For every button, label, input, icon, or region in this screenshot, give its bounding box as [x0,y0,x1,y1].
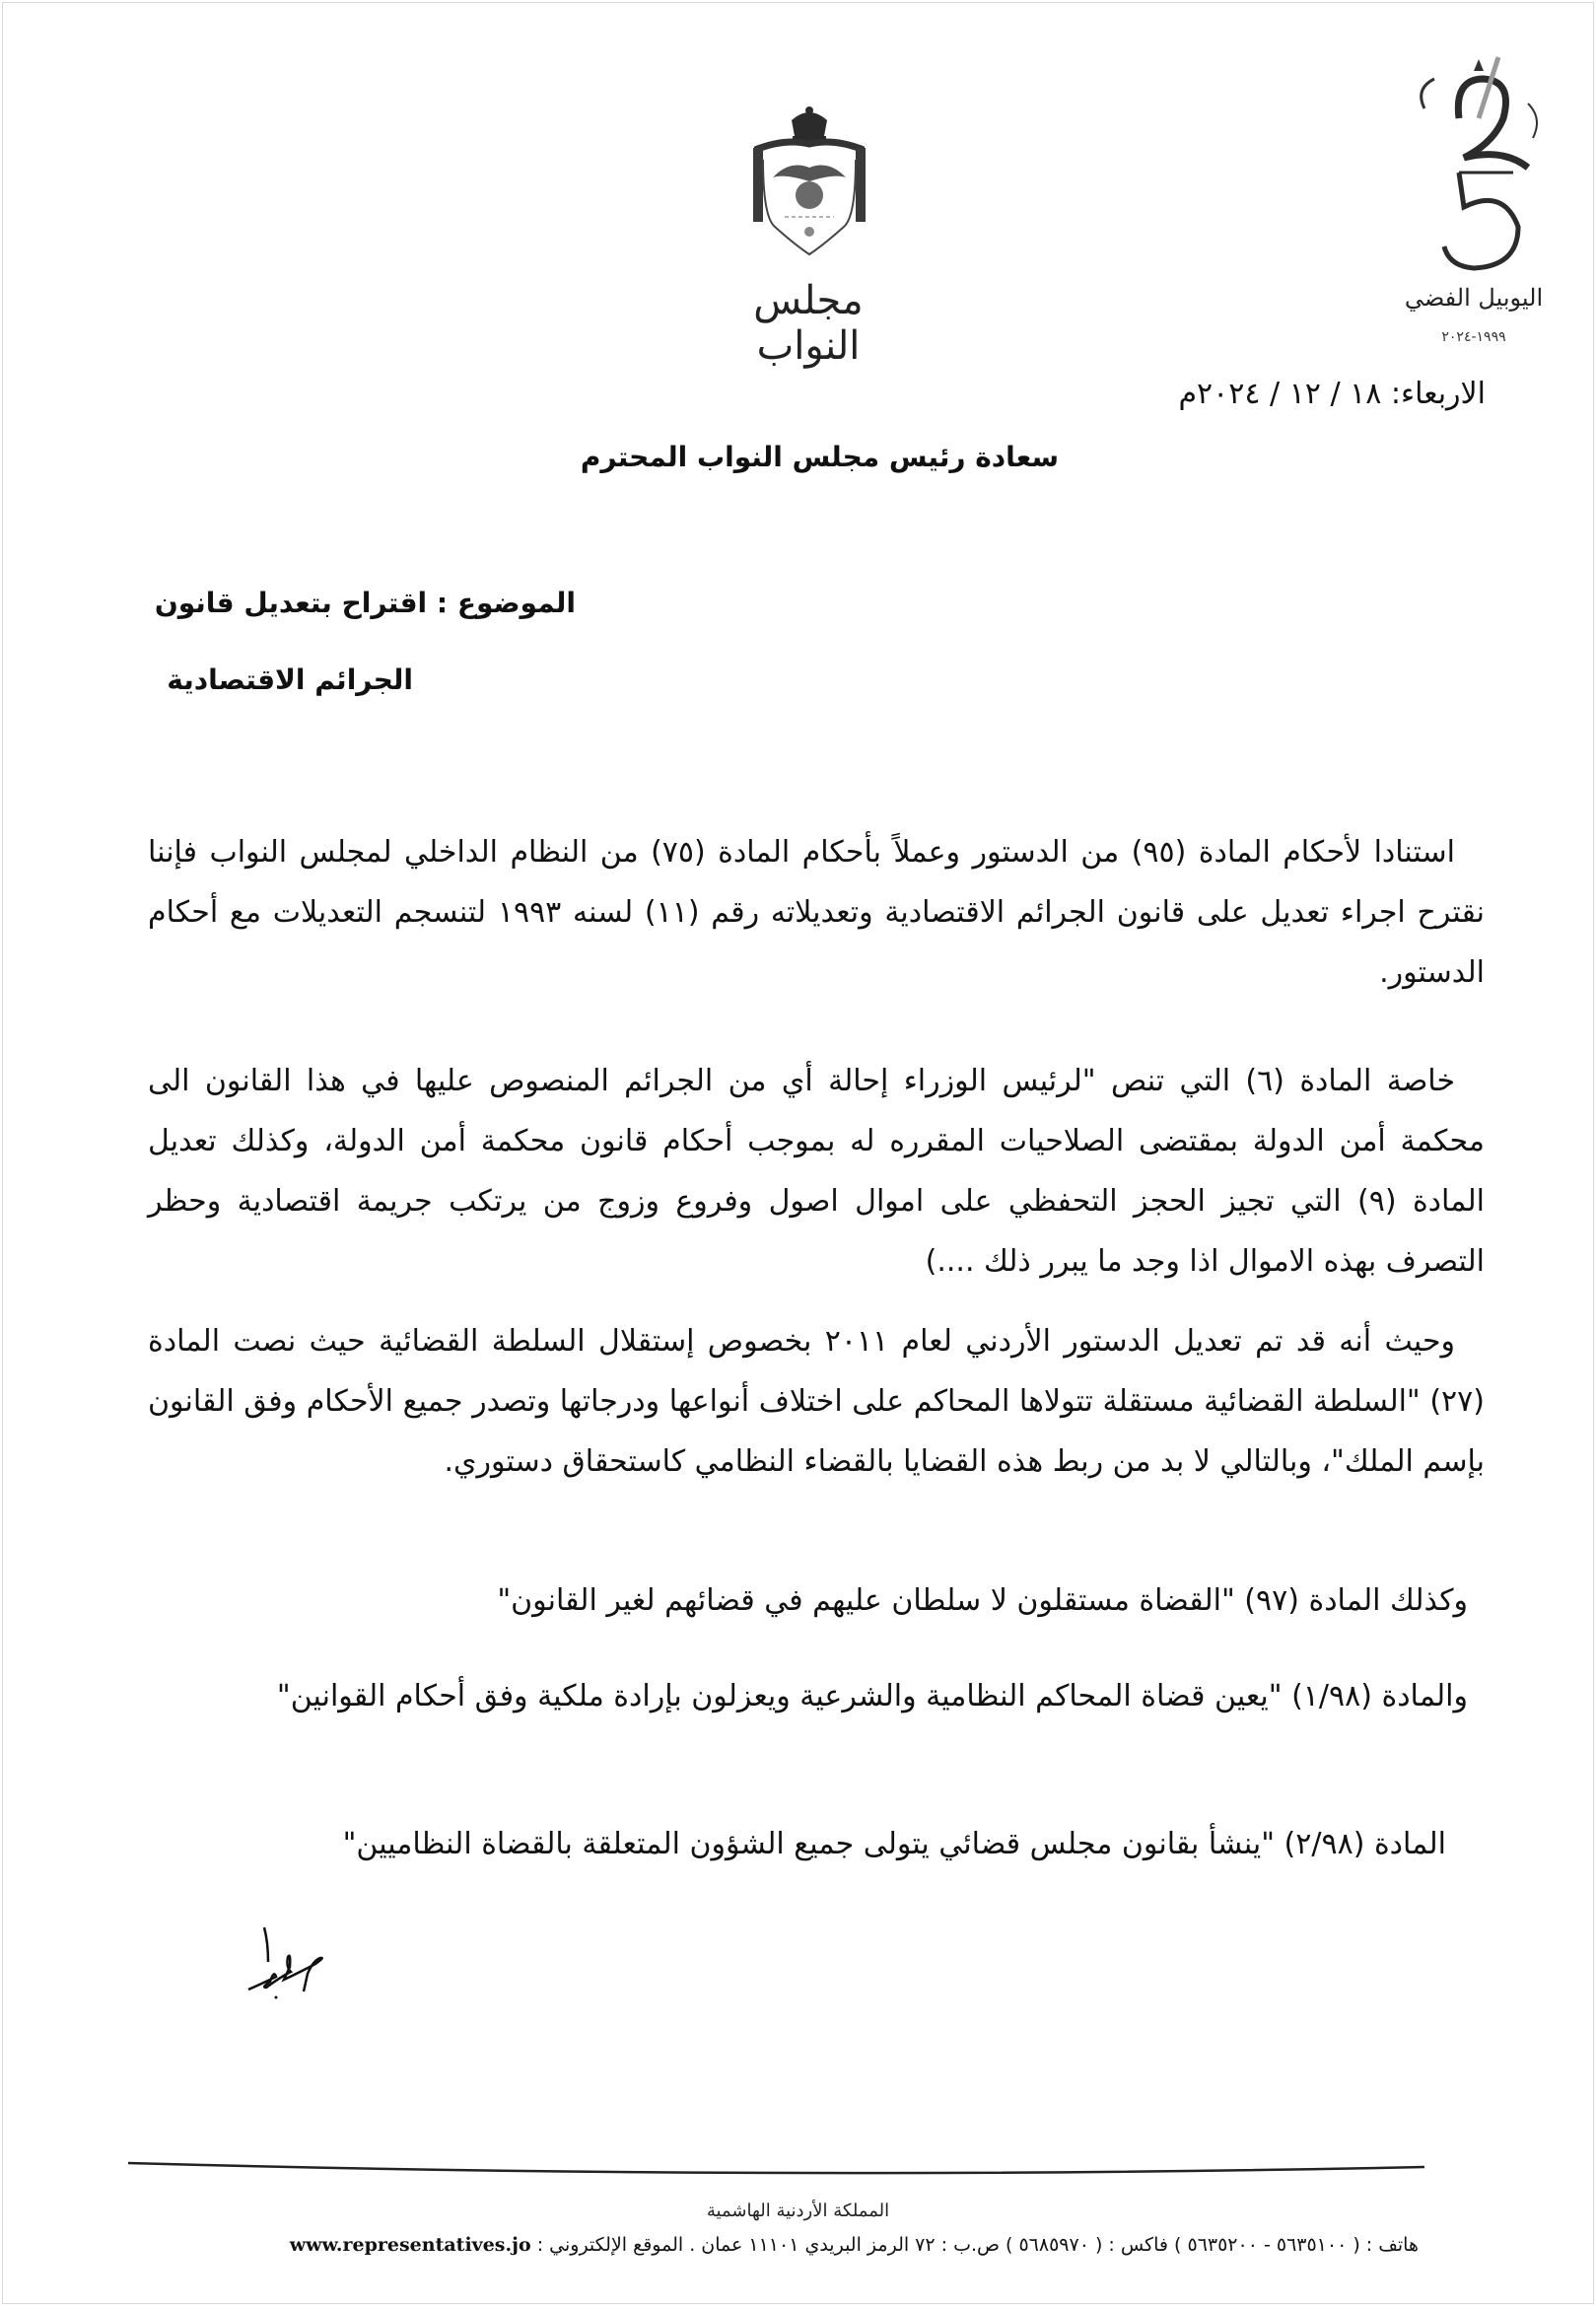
silver-jubilee-25-logo-icon [1405,49,1553,276]
body-paragraph-3: وحيث أنه قد تم تعديل الدستور الأردني لعام ٢٠١١ بخصوص إستقلال السلطة القضائية حيث نصت المادة (٢٧) "السلطة القضائية مستقلة تتولاها المحاكم على اختلاف أنواعها ودرجاتها وتصدر جميع الأحكام وفق القانون بإسم الملك"، وبالتالي لا بد من ربط هذه القضايا بالقضاء النظامي كاستحقاق دستوري. [148,1324,1485,1479]
body-paragraph-1: استنادا لأحكام المادة (٩٥) من الدستور وعملاً بأحكام المادة (٧٥) من النظام الداخلي لمجلس النواب فإننا نقترح اجراء تعديل على قانون الجرائم الاقتصادية وتعديلاته رقم (١١) لسنه ١٩٩٣ لتنسجم التعديلات مع أحكام الدستور. [148,835,1485,990]
body-paragraph-2: خاصة المادة (٦) التي تنص "لرئيس الوزراء إحالة أي من الجرائم المنصوص عليها في هذا القانون الى محكمة أمن الدولة بمقتضى الصلاحيات المقرره له بموجب أحكام قانون محكمة أمن الدولة، وكذلك تعديل المادة (٩) التي تجيز الحجز التحفظي على اموال اصول وفروع وزوج من يرتكب جريمة اقتصادية وحظر التصرف بهذه الاموال اذا وجد ما يبرر ذلك ....) [148,1064,1485,1279]
jordan-coat-of-arms-icon [745,99,873,256]
council-name: مجلس النواب [753,278,864,369]
jubilee-title: اليوبيل الفضي [1404,284,1544,312]
jubilee-years: ١٩٩٩-٢٠٢٤ [1441,329,1506,345]
body-paragraph-5: والمادة (١/٩٨) "يعين قضاة المحاكم النظامية والشرعية ويعزلون بإرادة ملكية وفق أحكام القوانين" [276,1679,1468,1713]
addressee: سعادة رئيس مجلس النواب المحترم [580,441,1059,473]
subject-line-1: الموضوع : اقتراح بتعديل قانون [154,587,576,619]
footer-contact-details: هاتف : ( ٥٦٣٥١٠٠ - ٥٦٣٥٢٠٠ ) فاكس : ( ٥٦٨٥٩٧٠ ) ص.ب : ٧٢ الرمز البريدي ١١١٠١ عمان . الموقع الإلكتروني : [536,2234,1419,2256]
body-paragraph-6: المادة (٢/٩٨) "ينشأ بقانون مجلس قضائي يتولى جميع الشؤون المتعلقة بالقضاة النظاميين" [342,1827,1446,1861]
letter-date: الاربعاء: ١٨ / ١٢ / ٢٠٢٤م [1178,377,1486,411]
footer-kingdom-name: المملكة الأردنية الهاشمية [706,2201,890,2221]
body-paragraph-4: وكذلك المادة (٩٧) "القضاة مستقلون لا سلطان عليهم في قضائهم لغير القانون" [497,1583,1468,1618]
footer-divider [128,2159,1424,2189]
subject-line-2: الجرائم الاقتصادية [167,664,413,696]
footer-contact [168,2234,1419,2256]
website-link[interactable]: www.representatives.jo [289,2234,531,2256]
handwritten-signature-icon [246,1922,355,2001]
